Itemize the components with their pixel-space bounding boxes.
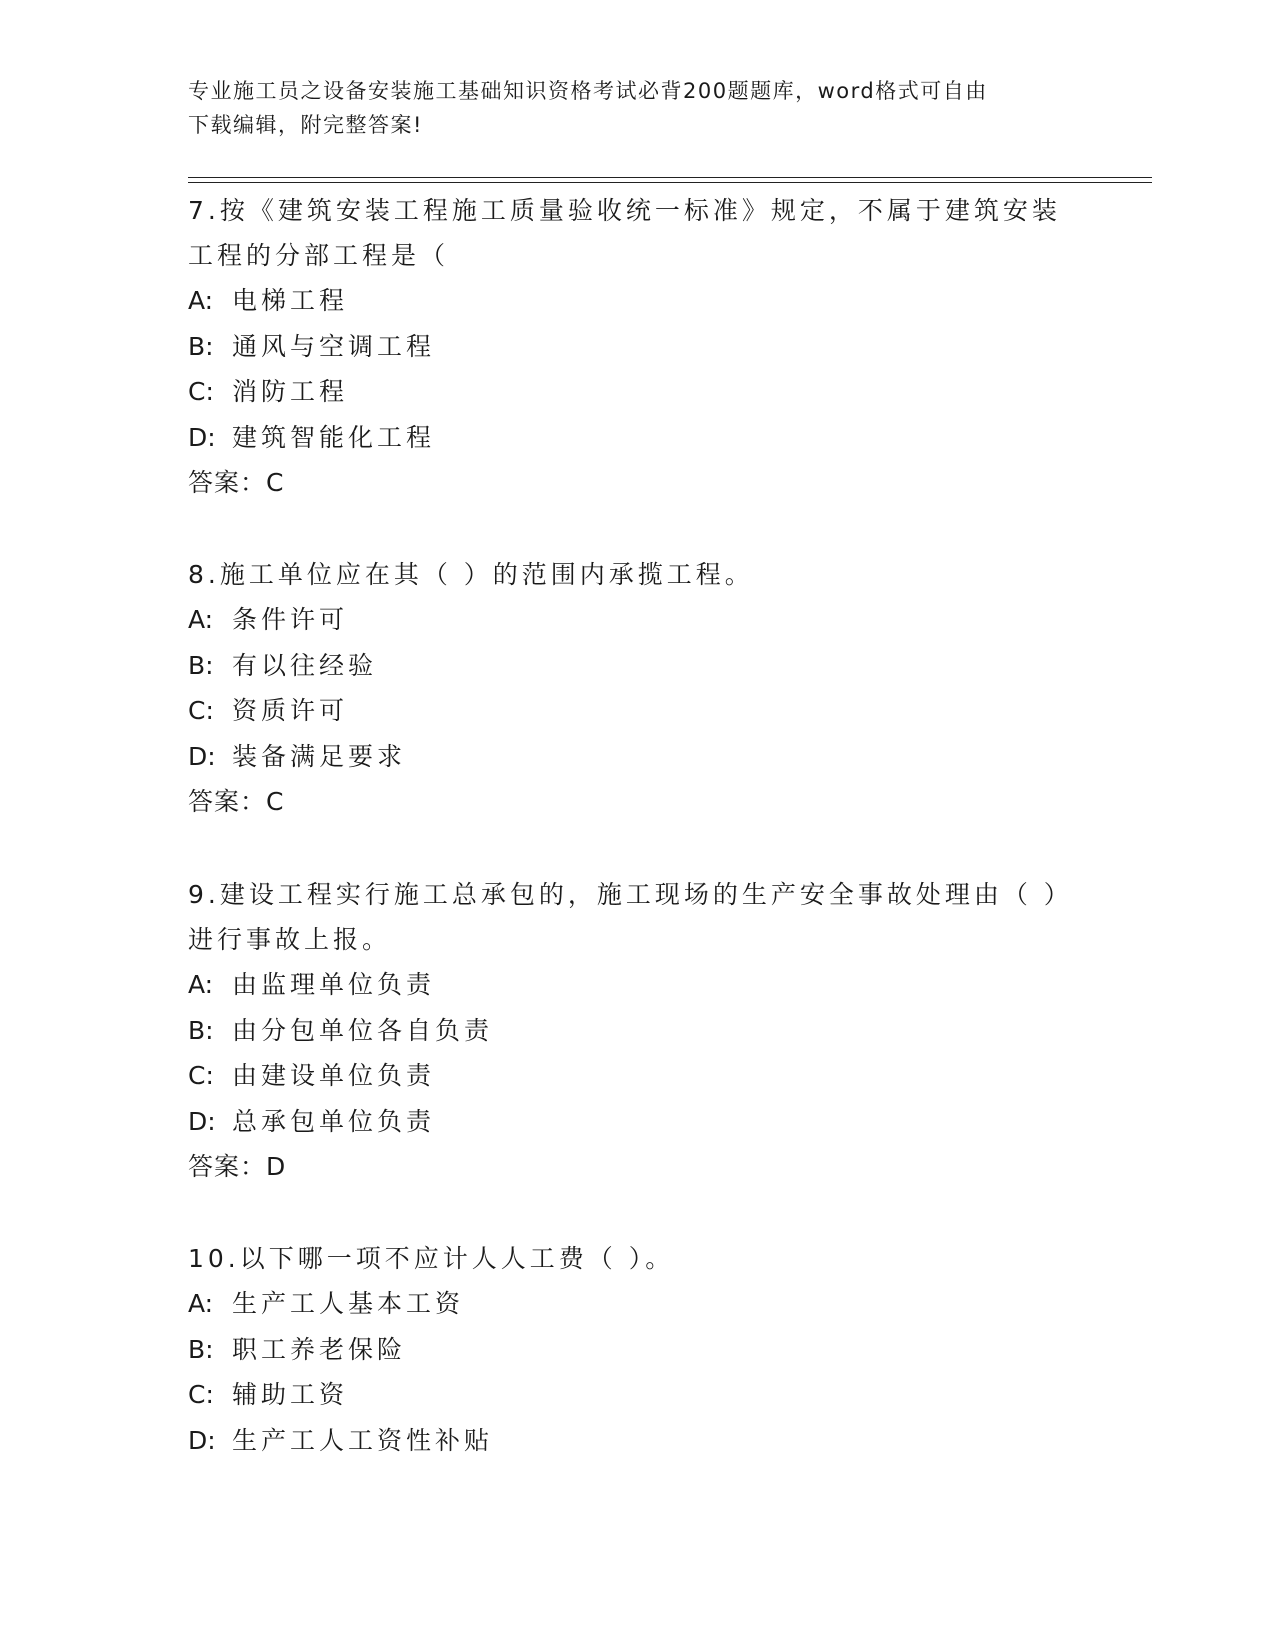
question-9-text-line-2: 进行事故上报。 bbox=[188, 925, 392, 954]
option-text: 生产工人工资性补贴 bbox=[232, 1425, 494, 1455]
question-7-text-line-2: 工程的分部工程是（ bbox=[188, 241, 450, 270]
option-key: C: bbox=[188, 377, 214, 406]
question-7-answer: 答案：C bbox=[188, 468, 285, 497]
option-text: 消防工程 bbox=[232, 377, 349, 406]
option-text: 总承包单位负责 bbox=[232, 1106, 436, 1136]
option-key: D: bbox=[188, 422, 216, 452]
question-10-option-c bbox=[188, 1372, 1088, 1418]
question-8-option-b bbox=[188, 643, 1088, 689]
option-text: 装备满足要求 bbox=[232, 741, 407, 771]
question-10-text-line-1: 10.以下哪一项不应计人人工费（ ）。 bbox=[188, 1244, 675, 1273]
header-divider-bottom bbox=[188, 182, 1152, 183]
option-text: 生产工人基本工资 bbox=[232, 1289, 465, 1318]
option-key: C: bbox=[188, 696, 214, 725]
option-key: D: bbox=[188, 1425, 216, 1455]
option-key: B: bbox=[188, 1015, 214, 1045]
question-8-text-line-1: 8.施工单位应在其（ ）的范围内承揽工程。 bbox=[188, 560, 754, 589]
question-9-text-line-1: 9.建设工程实行施工总承包的，施工现场的生产安全事故处理由（ ） bbox=[188, 880, 1073, 909]
question-9-option-a bbox=[188, 962, 1088, 1008]
question-10-option-a bbox=[188, 1281, 1088, 1327]
option-text: 由监理单位负责 bbox=[232, 970, 436, 999]
question-8-answer: 答案：C bbox=[188, 787, 285, 816]
question-10-option-d bbox=[188, 1418, 1088, 1464]
option-text: 有以往经验 bbox=[232, 650, 378, 680]
option-key: B: bbox=[188, 650, 214, 680]
option-key: C: bbox=[188, 1061, 214, 1090]
option-key: A: bbox=[188, 970, 214, 999]
option-key: C: bbox=[188, 1380, 214, 1409]
option-text: 由分包单位各自负责 bbox=[232, 1015, 494, 1045]
question-7-option-c bbox=[188, 369, 1088, 415]
option-key: D: bbox=[188, 1106, 216, 1136]
header-divider-top bbox=[188, 177, 1152, 178]
question-8-option-c bbox=[188, 688, 1088, 734]
question-10-option-b bbox=[188, 1327, 1088, 1373]
option-key: A: bbox=[188, 286, 214, 315]
option-text: 辅助工资 bbox=[232, 1380, 349, 1409]
header-line-1: 专业施工员之设备安装施工基础知识资格考试必背200题题库，word格式可自由 bbox=[188, 79, 988, 103]
option-key: D: bbox=[188, 741, 216, 771]
question-7-option-d bbox=[188, 415, 1088, 461]
question-9-option-c bbox=[188, 1053, 1088, 1099]
question-8-option-d bbox=[188, 734, 1088, 780]
option-text: 由建设单位负责 bbox=[232, 1061, 436, 1090]
question-10 bbox=[188, 1236, 1088, 1463]
question-7-option-b bbox=[188, 324, 1088, 370]
option-text: 建筑智能化工程 bbox=[232, 422, 436, 452]
option-text: 资质许可 bbox=[232, 696, 349, 725]
option-key: A: bbox=[188, 605, 214, 634]
question-8-option-a bbox=[188, 597, 1088, 643]
question-7 bbox=[188, 188, 1088, 506]
option-key: B: bbox=[188, 1334, 214, 1364]
question-9 bbox=[188, 872, 1088, 1190]
question-8 bbox=[188, 552, 1088, 825]
option-key: B: bbox=[188, 331, 214, 361]
document-header bbox=[188, 74, 1068, 142]
question-7-text-line-1: 7.按《建筑安装工程施工质量验收统一标准》规定，不属于建筑安装 bbox=[188, 196, 1061, 225]
question-7-option-a bbox=[188, 278, 1088, 324]
question-9-answer: 答案：D bbox=[188, 1152, 287, 1181]
option-text: 职工养老保险 bbox=[232, 1334, 407, 1364]
option-text: 电梯工程 bbox=[232, 286, 349, 315]
option-text: 通风与空调工程 bbox=[232, 331, 436, 361]
question-9-option-b bbox=[188, 1008, 1088, 1054]
question-9-option-d bbox=[188, 1099, 1088, 1145]
option-text: 条件许可 bbox=[232, 605, 349, 634]
option-key: A: bbox=[188, 1289, 214, 1318]
header-line-2: 下载编辑，附完整答案! bbox=[188, 113, 423, 137]
